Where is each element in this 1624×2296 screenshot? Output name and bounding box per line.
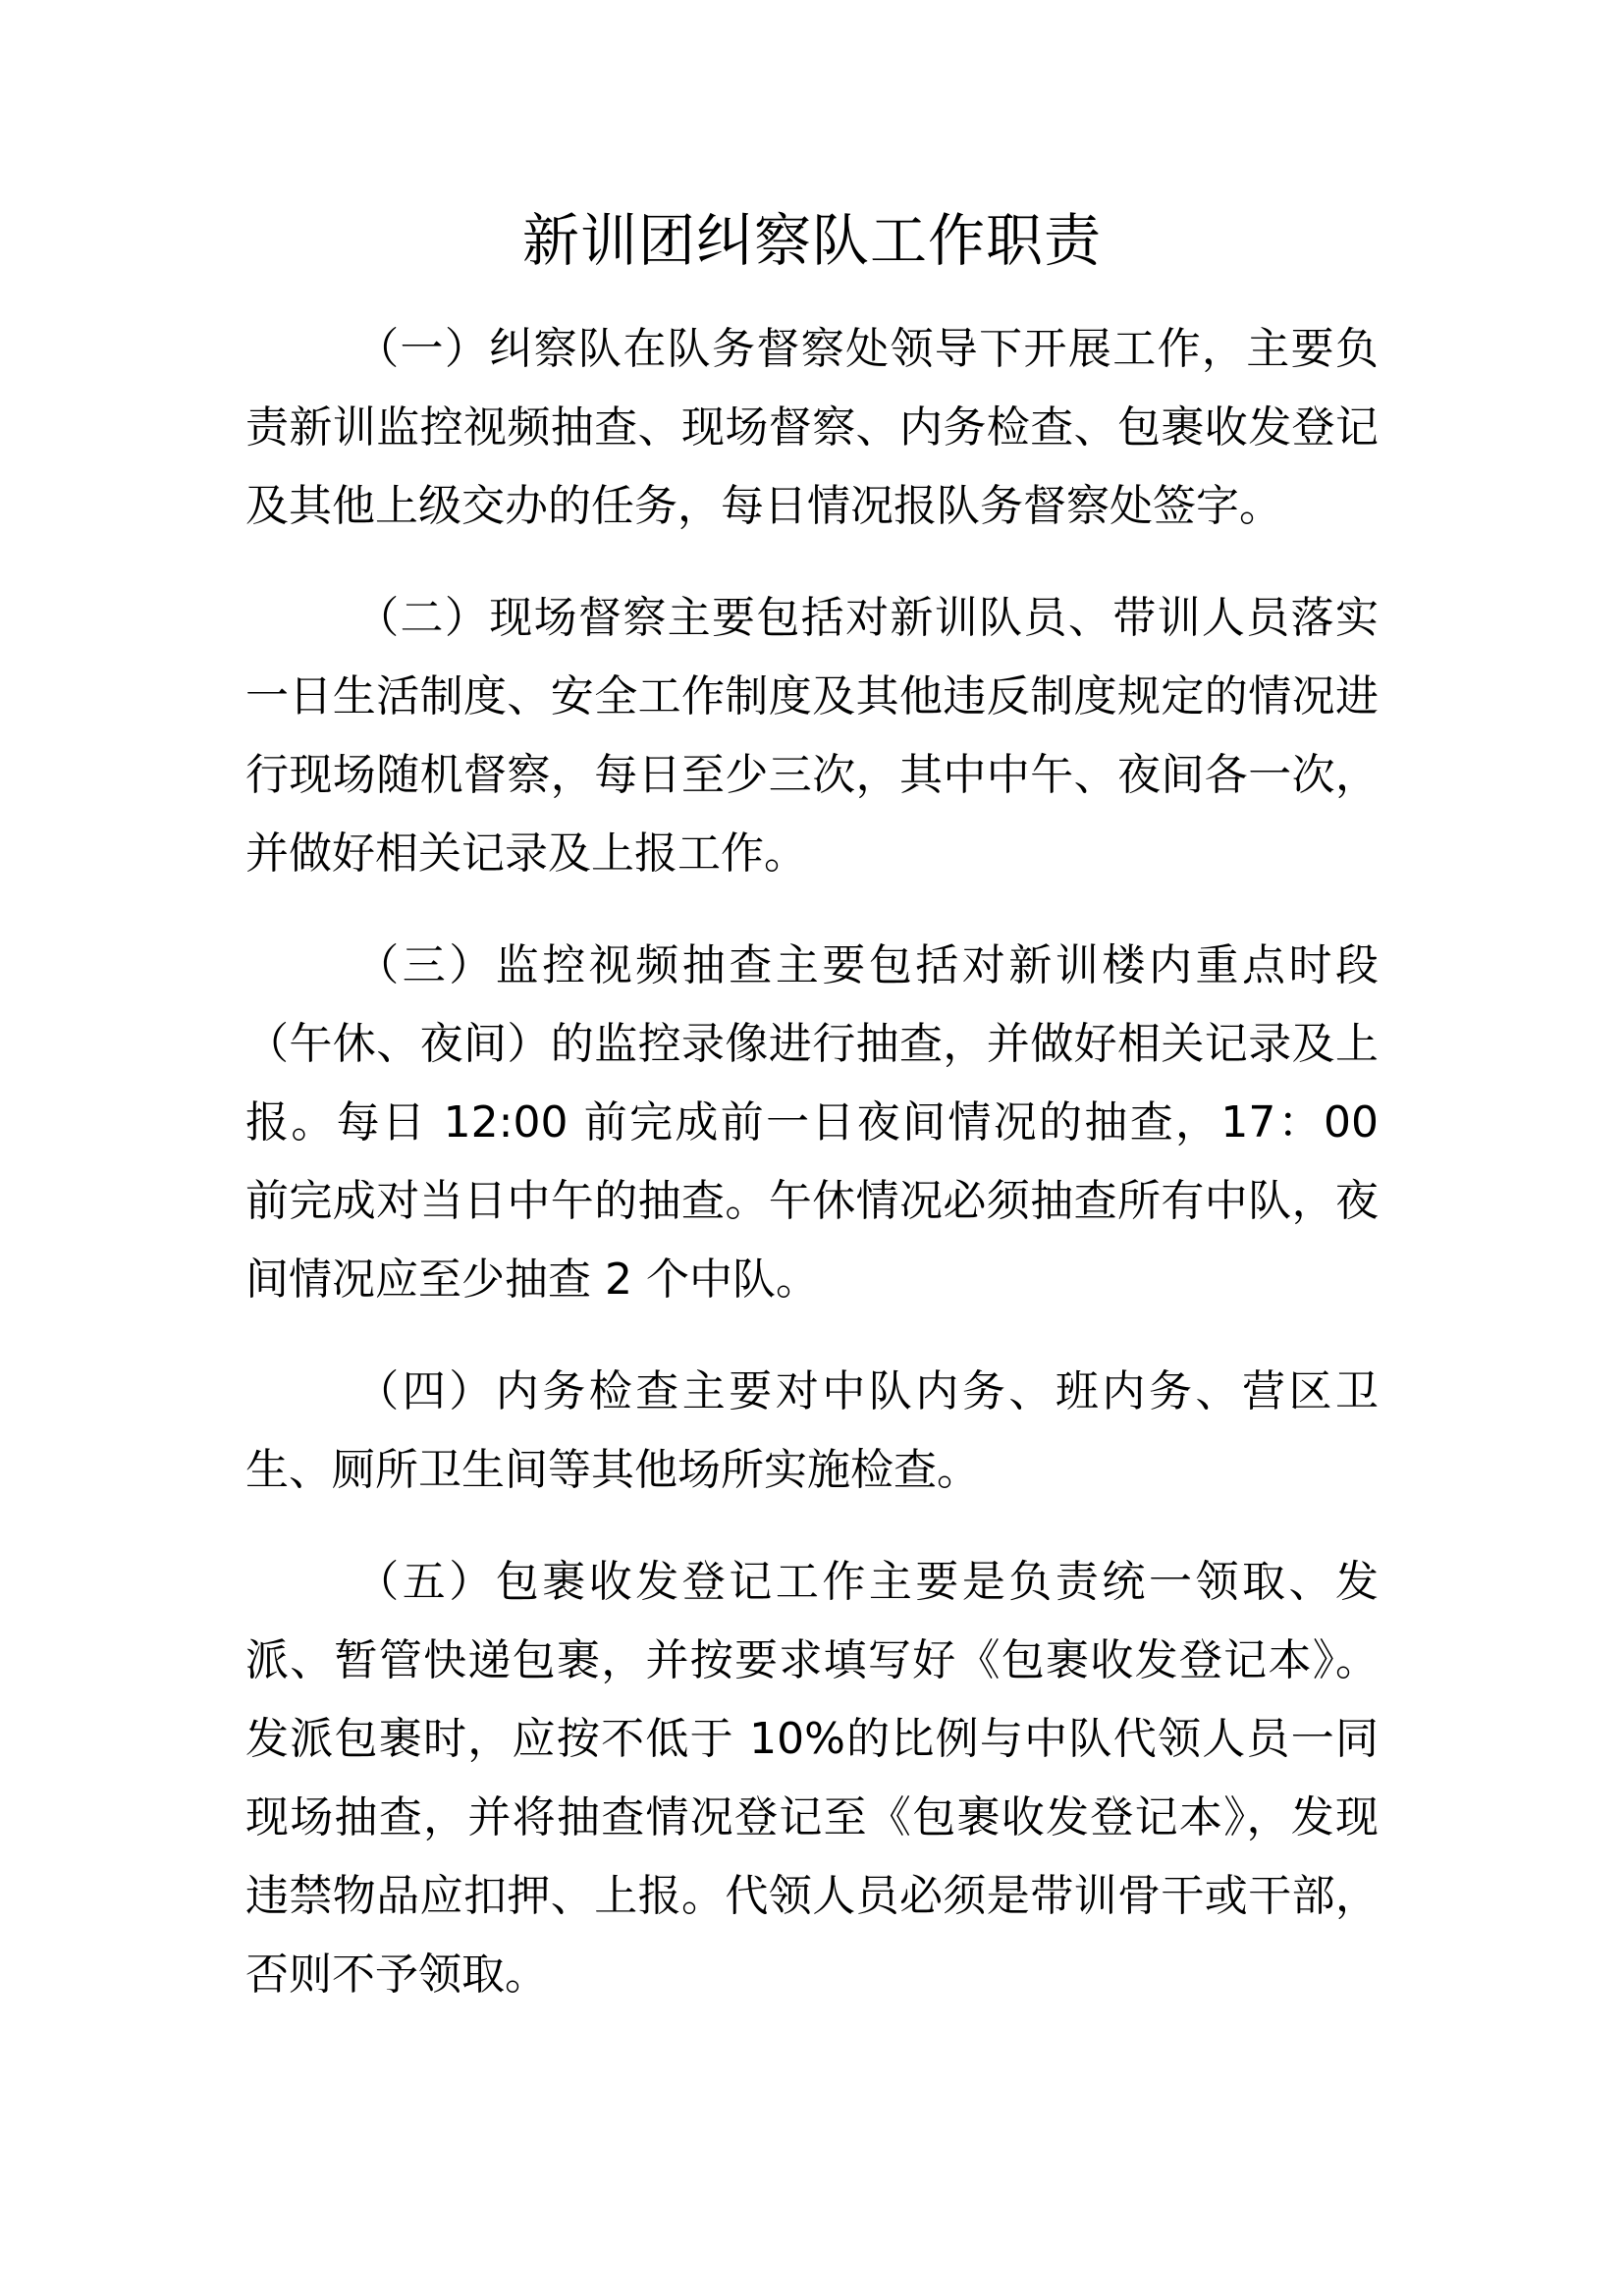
- paragraph-4: （四）内务检查主要对中队内务、班内务、营区卫生、厕所卫生间等其他场所实施检查。: [245, 1366, 1379, 1495]
- paragraph-1: （一）纠察队在队务督察处领导下开展工作，主要负责新训监控视频抽查、现场督察、内务检查、包裹收发登记及其他上级交办的任务，每日情况报队务督察处签字。: [245, 324, 1379, 531]
- paragraph-3: （三）监控视频抽查主要包括对新训楼内重点时段（午休、夜间）的监控录像进行抽查，并做好相关记录及上报。每日 12:00 前完成前一日夜间情况的抽查，17：00 前完成对当日中午的抽查。午休情况必须抽查所有中队，夜间情况应至少抽查 2 个中队。: [245, 940, 1379, 1305]
- document-title: 新训团纠察队工作职责: [521, 207, 1102, 274]
- paragraph-5: （五）包裹收发登记工作主要是负责统一领取、发派、暂管快递包裹，并按要求填写好《包裹收发登记本》。发派包裹时，应按不低于 10%的比例与中队代领人员一同现场抽查，并将抽查情况登记至《包裹收发登记本》，发现违禁物品应扣押、上报。代领人员必须是带训骨干或干部，否则不予领取。: [245, 1557, 1379, 2000]
- paragraph-2: （二）现场督察主要包括对新训队员、带训人员落实一日生活制度、安全工作制度及其他违反制度规定的情况进行现场随机督察，每日至少三次，其中中午、夜间各一次，并做好相关记录及上报工作。: [245, 593, 1379, 879]
